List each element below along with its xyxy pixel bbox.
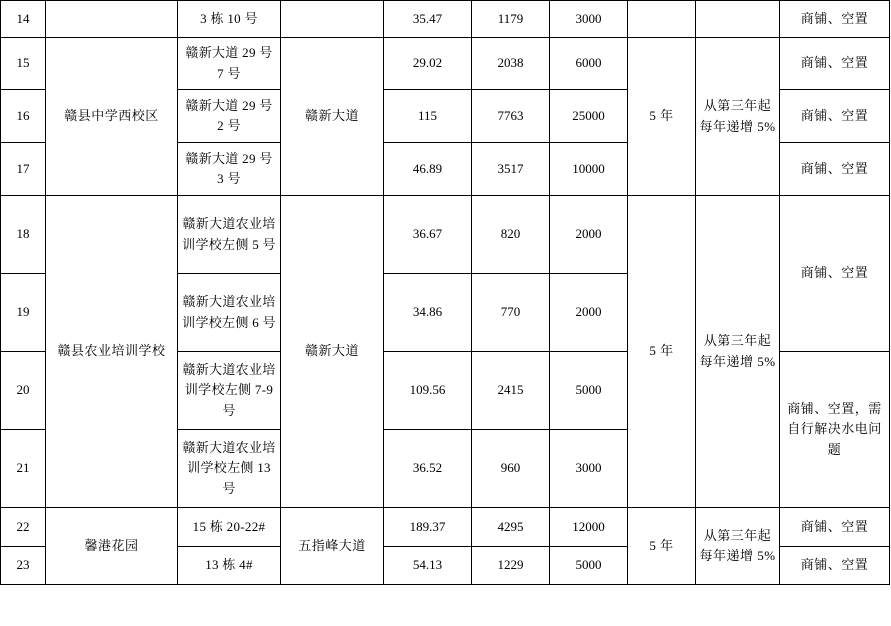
cell-deposit: 6000 bbox=[550, 38, 628, 90]
cell-no: 15 bbox=[1, 38, 46, 90]
cell-price: 820 bbox=[472, 196, 550, 274]
cell-increase: 从第三年起每年递增 5% bbox=[696, 38, 780, 196]
cell-no: 18 bbox=[1, 196, 46, 274]
cell-address: 赣新大道 29 号 7 号 bbox=[178, 38, 281, 90]
cell-deposit: 2000 bbox=[550, 196, 628, 274]
cell-area: 109.56 bbox=[384, 352, 472, 430]
cell-deposit: 3000 bbox=[550, 1, 628, 38]
cell-area: 189.37 bbox=[384, 508, 472, 547]
cell-price: 4295 bbox=[472, 508, 550, 547]
cell-address: 3 栋 10 号 bbox=[178, 1, 281, 38]
table-row bbox=[1, 196, 890, 274]
cell-remark: 商铺、空置 bbox=[780, 90, 890, 143]
cell-increase: 从第三年起每年递增 5% bbox=[696, 508, 780, 585]
cell-address: 赣新大道农业培训学校左侧 6 号 bbox=[178, 274, 281, 352]
cell-area: 36.67 bbox=[384, 196, 472, 274]
table-row bbox=[1, 1, 890, 38]
cell-remark: 商铺、空置 bbox=[780, 143, 890, 196]
cell-street: 赣新大道 bbox=[281, 196, 384, 508]
cell-address: 赣新大道农业培训学校左侧 5 号 bbox=[178, 196, 281, 274]
cell-deposit: 25000 bbox=[550, 90, 628, 143]
cell-deposit: 12000 bbox=[550, 508, 628, 547]
cell-price: 2038 bbox=[472, 38, 550, 90]
cell-no: 19 bbox=[1, 274, 46, 352]
cell-no: 21 bbox=[1, 430, 46, 508]
cell-deposit: 10000 bbox=[550, 143, 628, 196]
cell-address: 赣新大道农业培训学校左侧 13 号 bbox=[178, 430, 281, 508]
cell-area: 115 bbox=[384, 90, 472, 143]
cell-price: 2415 bbox=[472, 352, 550, 430]
cell-area: 29.02 bbox=[384, 38, 472, 90]
cell-remark: 商铺、空置 bbox=[780, 508, 890, 547]
cell-address: 13 栋 4# bbox=[178, 547, 281, 585]
cell-increase: 从第三年起每年递增 5% bbox=[696, 196, 780, 508]
cell-address: 15 栋 20-22# bbox=[178, 508, 281, 547]
cell-address: 赣新大道农业培训学校左侧 7-9 号 bbox=[178, 352, 281, 430]
cell-street bbox=[281, 1, 384, 38]
cell-area: 34.86 bbox=[384, 274, 472, 352]
cell-property-name bbox=[46, 1, 178, 38]
cell-no: 17 bbox=[1, 143, 46, 196]
cell-address: 赣新大道 29 号 3 号 bbox=[178, 143, 281, 196]
cell-remark: 商铺、空置 bbox=[780, 196, 890, 352]
cell-price: 1229 bbox=[472, 547, 550, 585]
table-row bbox=[1, 508, 890, 547]
table-row bbox=[1, 38, 890, 90]
cell-no: 14 bbox=[1, 1, 46, 38]
cell-deposit: 3000 bbox=[550, 430, 628, 508]
cell-property-name: 赣县中学西校区 bbox=[46, 38, 178, 196]
cell-remark: 商铺、空置 bbox=[780, 1, 890, 38]
cell-price: 7763 bbox=[472, 90, 550, 143]
cell-term: 5 年 bbox=[628, 196, 696, 508]
cell-area: 46.89 bbox=[384, 143, 472, 196]
cell-remark: 商铺、空置，需自行解决水电问题 bbox=[780, 352, 890, 508]
cell-term: 5 年 bbox=[628, 38, 696, 196]
cell-price: 960 bbox=[472, 430, 550, 508]
cell-increase bbox=[696, 1, 780, 38]
cell-remark: 商铺、空置 bbox=[780, 547, 890, 585]
cell-deposit: 2000 bbox=[550, 274, 628, 352]
cell-area: 36.52 bbox=[384, 430, 472, 508]
cell-area: 54.13 bbox=[384, 547, 472, 585]
cell-no: 20 bbox=[1, 352, 46, 430]
cell-price: 3517 bbox=[472, 143, 550, 196]
cell-remark: 商铺、空置 bbox=[780, 38, 890, 90]
cell-property-name: 馨港花园 bbox=[46, 508, 178, 585]
cell-address: 赣新大道 29 号 2 号 bbox=[178, 90, 281, 143]
cell-deposit: 5000 bbox=[550, 547, 628, 585]
cell-street: 五指峰大道 bbox=[281, 508, 384, 585]
cell-price: 1179 bbox=[472, 1, 550, 38]
cell-street: 赣新大道 bbox=[281, 38, 384, 196]
cell-property-name: 赣县农业培训学校 bbox=[46, 196, 178, 508]
cell-no: 23 bbox=[1, 547, 46, 585]
cell-area: 35.47 bbox=[384, 1, 472, 38]
cell-deposit: 5000 bbox=[550, 352, 628, 430]
cell-no: 16 bbox=[1, 90, 46, 143]
cell-term bbox=[628, 1, 696, 38]
cell-price: 770 bbox=[472, 274, 550, 352]
cell-term: 5 年 bbox=[628, 508, 696, 585]
cell-no: 22 bbox=[1, 508, 46, 547]
